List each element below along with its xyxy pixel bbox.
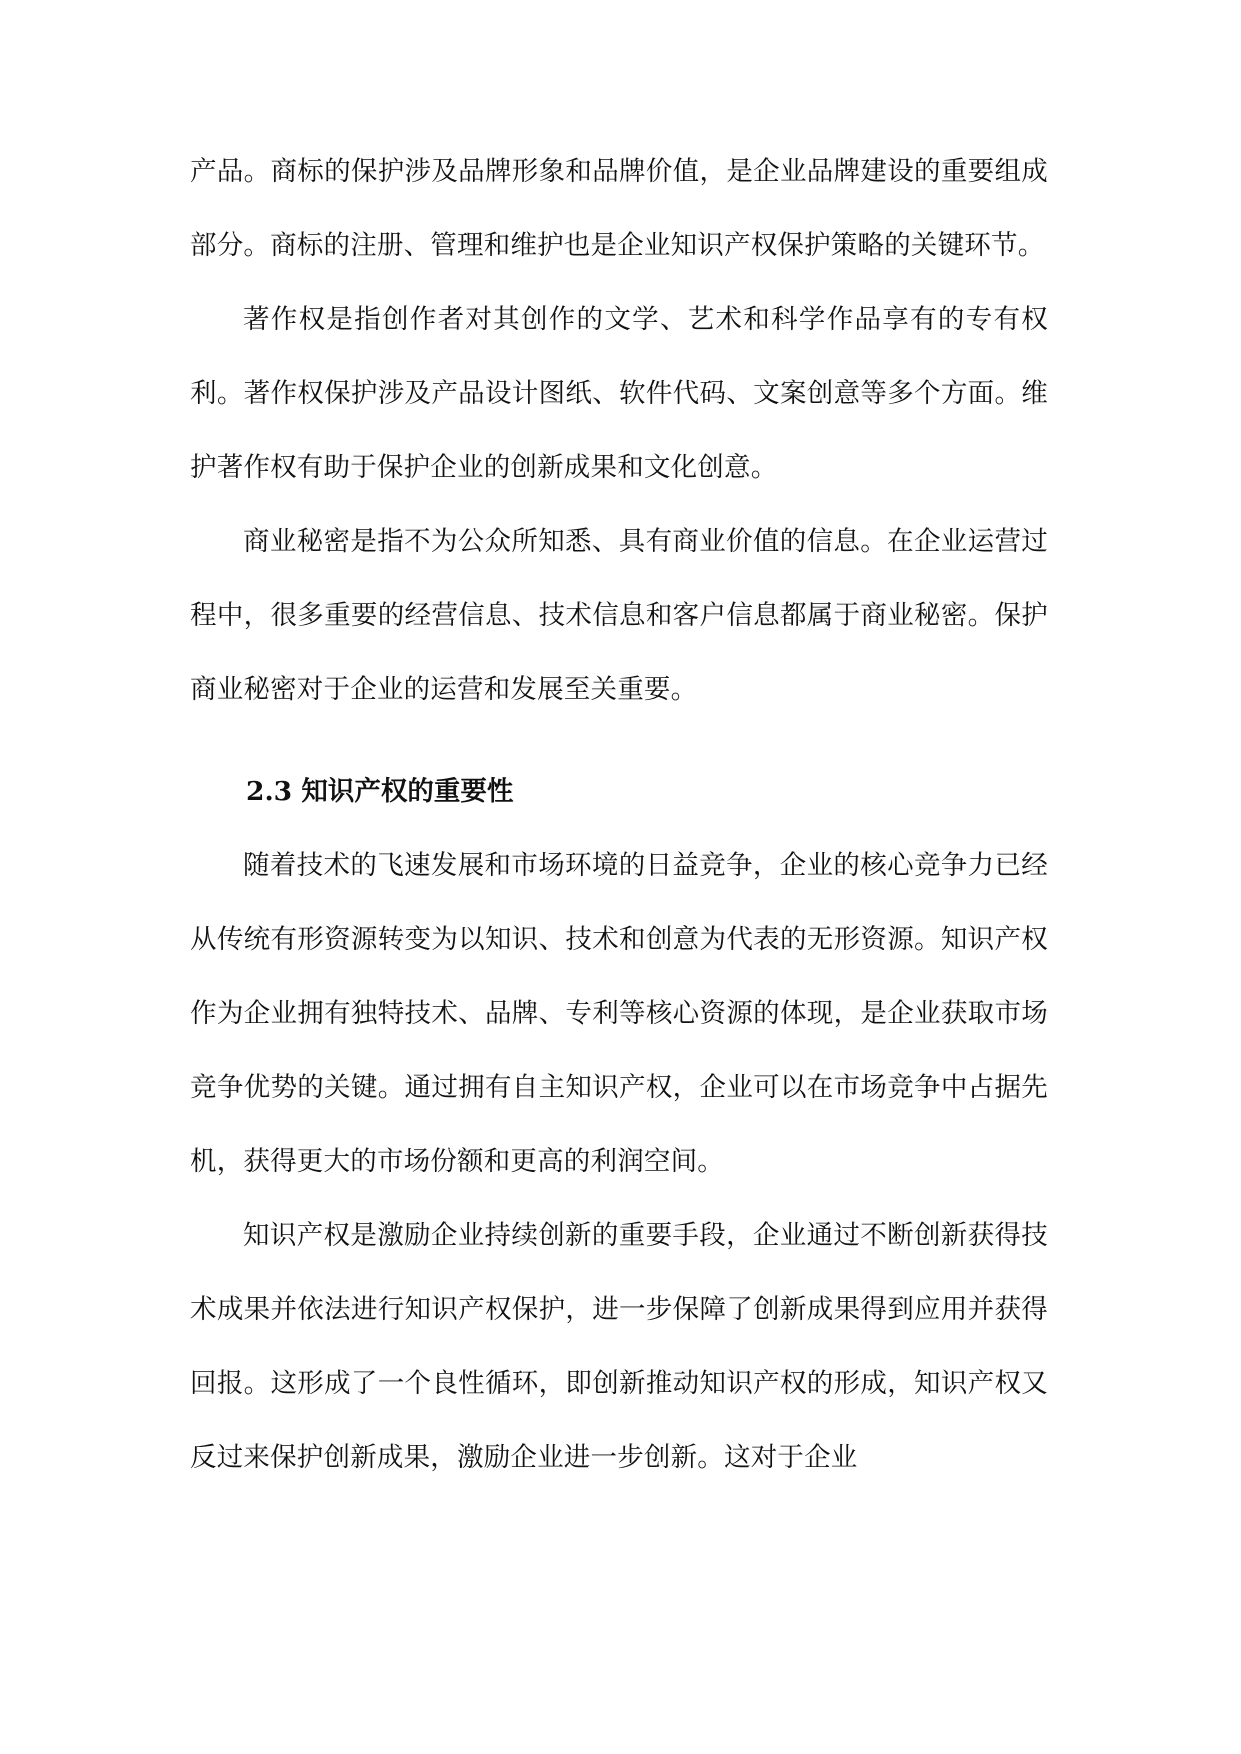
paragraph-copyright: 著作权是指创作者对其创作的文学、艺术和科学作品享有的专有权利。著作权保护涉及产品设计图纸、软件代码、文案创意等多个方面。维护著作权有助于保护企业的创新成果和文化创意。	[190, 304, 1048, 483]
section-number: 2.3	[246, 776, 293, 807]
paragraph-competitiveness: 随着技术的飞速发展和市场环境的日益竞争，企业的核心竞争力已经从传统有形资源转变为以知识、技术和创意为代表的无形资源。知识产权作为企业拥有独特技术、品牌、专利等核心资源的体现，是企业获取市场竞争优势的关键。通过拥有自主知识产权，企业可以在市场竞争中占据先机，获得更大的市场份额和更高的利润空间。	[190, 850, 1048, 1177]
section-heading	[190, 755, 1048, 829]
paragraph-trade-secret: 商业秘密是指不为公众所知悉、具有商业价值的信息。在企业运营过程中，很多重要的经营信息、技术信息和客户信息都属于商业秘密。保护商业秘密对于企业的运营和发展至关重要。	[190, 526, 1048, 705]
paragraph-innovation: 知识产权是激励企业持续创新的重要手段，企业通过不断创新获得技术成果并依法进行知识产权保护，进一步保障了创新成果得到应用并获得回报。这形成了一个良性循环，即创新推动知识产权的形成，知识产权又反过来保护创新成果，激励企业进一步创新。这对于企业	[190, 1220, 1048, 1473]
paragraph-trademark-continued: 产品。商标的保护涉及品牌形象和品牌价值，是企业品牌建设的重要组成部分。商标的注册、管理和维护也是企业知识产权保护策略的关键环节。	[190, 156, 1048, 261]
document-body	[190, 135, 1048, 1495]
section-title: 知识产权的重要性	[301, 776, 514, 807]
